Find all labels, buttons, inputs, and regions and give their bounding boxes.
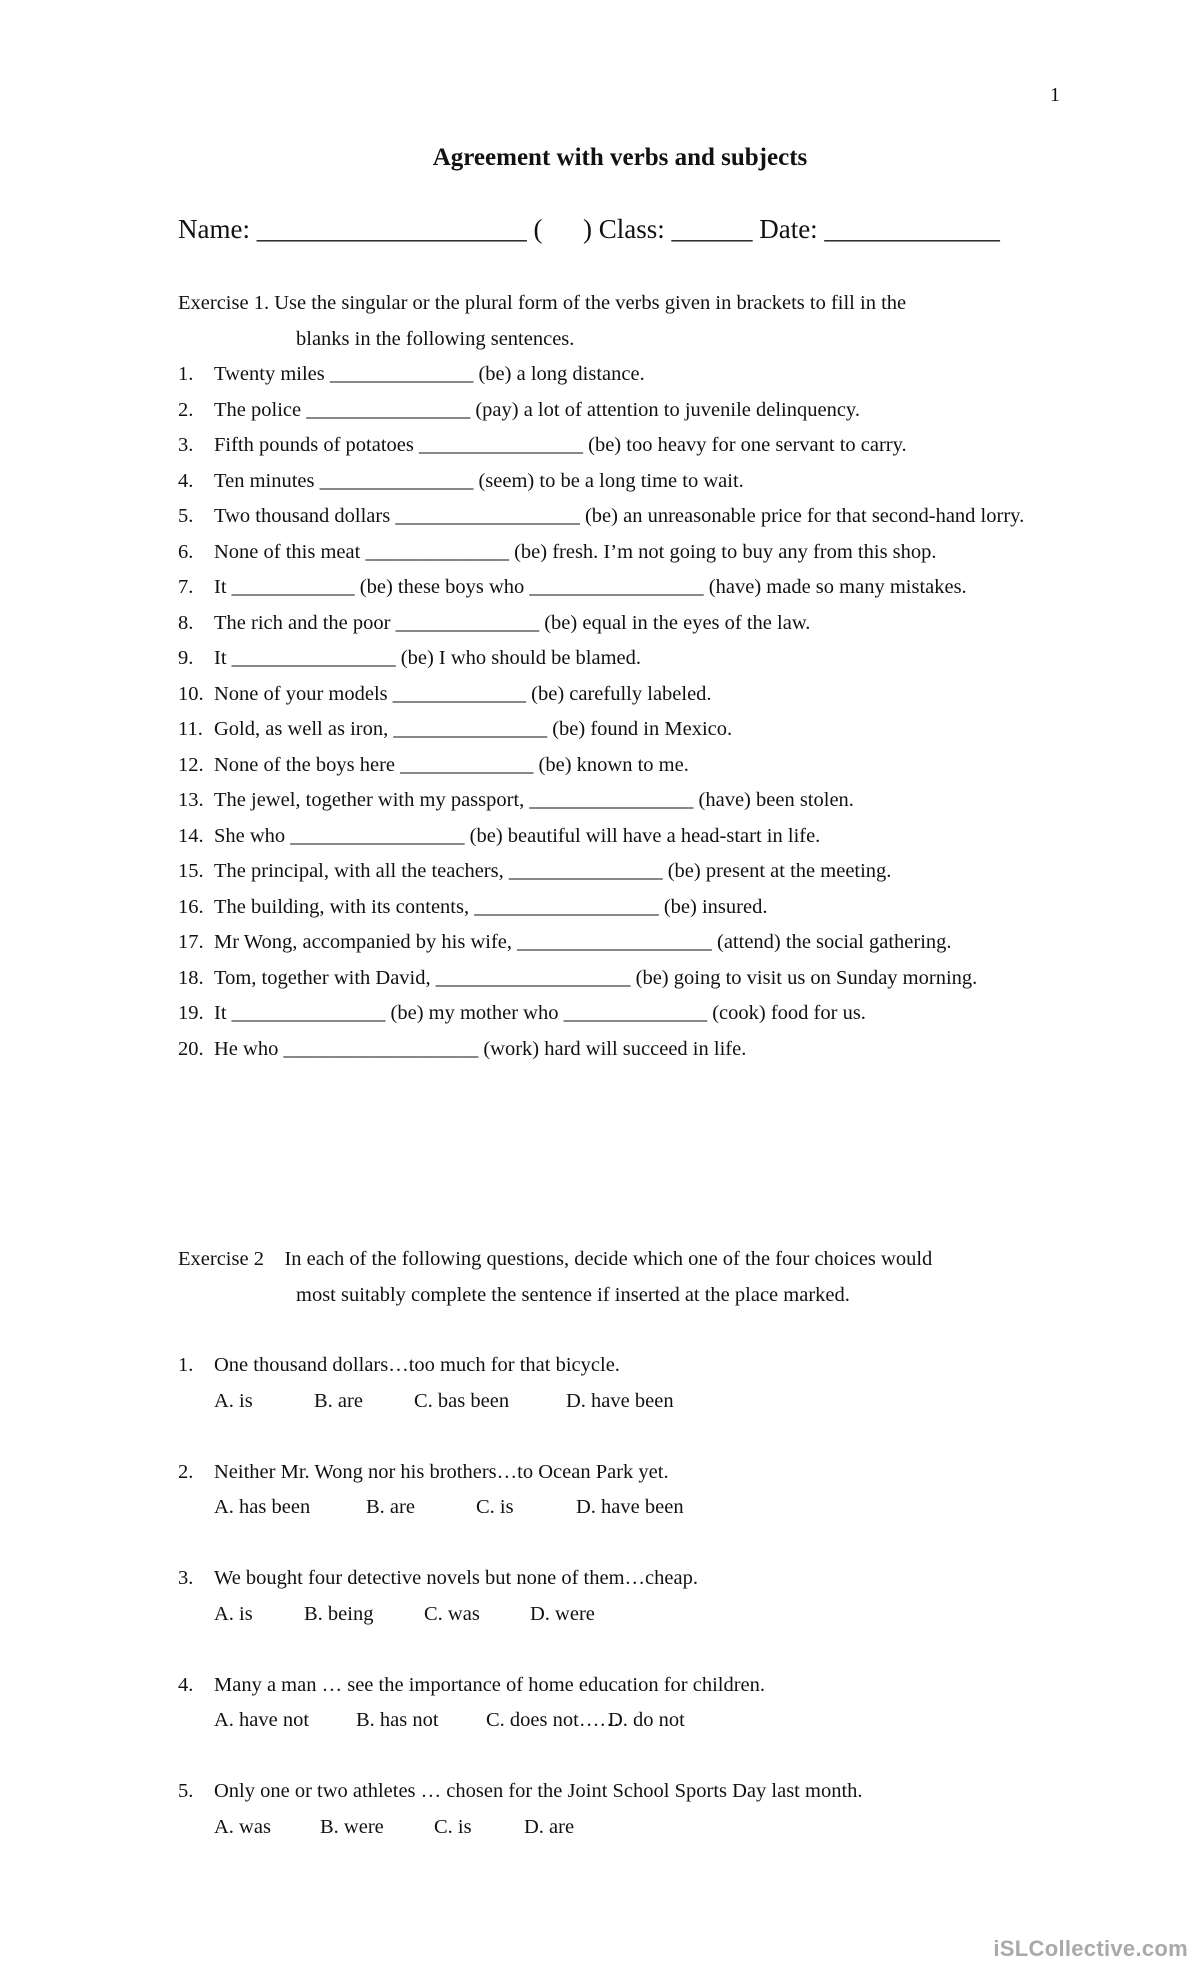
item-text: Tom, together with David, ___________________ (be) going to visit us on Sunday morning. [214,966,978,989]
item-number: 20. [178,1037,204,1060]
exercise1-item [178,819,1078,855]
question-number: 3. [178,1567,194,1589]
option-a: A. is [214,1389,253,1412]
item-text: Twenty miles ______________ (be) a long distance. [214,363,645,385]
option-b: B. has not [356,1709,439,1731]
question-stem [178,1561,1078,1597]
exercise1-heading-line2: blanks in the following sentences. [296,327,575,350]
question-options [178,1384,1078,1420]
exercise1-item [178,961,1078,997]
item-number: 8. [178,611,194,634]
question-number: 5. [178,1780,194,1802]
option-c: C. does not…… [486,1709,620,1731]
page-title: Agreement with verbs and subjects [432,144,808,171]
exercise1-item [178,748,1078,784]
exercise1-item [178,535,1078,571]
exercise1-item [178,606,1078,642]
question-stem [178,1348,1078,1384]
question-stem [178,1668,1078,1704]
item-text: The principal, with all the teachers, _______________ (be) present at the meeting. [214,860,892,882]
item-number: 19. [178,1002,204,1024]
question-number: 4. [178,1673,194,1696]
exercise1-heading-line1: Exercise 1. Use the singular or the plural form of the verbs given in brackets to fill in the [178,292,907,314]
question-stem [178,1455,1078,1491]
option-c: C. is [434,1815,472,1838]
item-number: 11. [178,718,203,740]
exercise1-item [178,854,1078,890]
option-b: B. were [320,1815,384,1838]
exercise1-list [178,357,1078,1067]
question-text: Only one or two athletes … chosen for the Joint School Sports Day last month. [214,1780,863,1802]
question-number: 2. [178,1460,194,1483]
item-text: It ____________ (be) these boys who _________________ (have) made so many mistakes. [214,576,967,598]
exercise2-heading-line2: most suitably complete the sentence if inserted at the place marked. [296,1283,850,1306]
item-number: 15. [178,860,204,882]
exercise1-item [178,712,1078,748]
option-b: B. are [314,1389,363,1412]
option-c: C. was [424,1602,480,1625]
exercise1-item [178,570,1078,606]
item-number: 13. [178,789,204,811]
exercise1-item [178,1032,1078,1068]
item-number: 14. [178,824,204,847]
exercise1-item [178,464,1078,500]
option-d: D. are [524,1815,575,1838]
item-number: 16. [178,895,204,918]
exercise1-item [178,783,1078,819]
item-text: Mr Wong, accompanied by his wife, ___________________ (attend) the social gathering. [214,931,952,953]
exercise2-heading [178,1242,1058,1313]
item-number: 10. [178,682,204,705]
question-stem [178,1774,1078,1810]
exercise1-item [178,925,1078,961]
exercise2-question [178,1348,1078,1419]
item-text: It ________________ (be) I who should be blamed. [214,647,642,669]
exercise1-item [178,890,1078,926]
question-text: One thousand dollars…too much for that bicycle. [214,1354,620,1376]
exercise2-list [178,1348,1078,1881]
option-a: A. is [214,1602,253,1625]
exercise1-item [178,677,1078,713]
item-number: 5. [178,505,194,527]
page-number: 1 [1050,84,1060,106]
item-text: He who ___________________ (work) hard will succeed in life. [214,1037,747,1060]
item-number: 12. [178,753,204,776]
watermark: iSLCollective.com [993,1936,1188,1961]
item-number: 18. [178,966,204,989]
item-text: The jewel, together with my passport, ________________ (have) been stolen. [214,789,854,811]
option-a: A. have not [214,1709,310,1731]
exercise1-item [178,357,1078,393]
item-text: Two thousand dollars __________________ (be) an unreasonable price for that second-hand lorry. [214,505,1025,527]
item-text: None of your models _____________ (be) carefully labeled. [214,682,712,705]
option-c: C. is [476,1496,514,1518]
question-options [178,1810,1078,1846]
item-number: 3. [178,434,194,456]
exercise1-item [178,393,1078,429]
exercise2-heading-line1: Exercise 2 In each of the following questions, decide which one of the four choices would [178,1248,933,1270]
item-number: 4. [178,469,194,492]
item-text: It _______________ (be) my mother who ______________ (cook) food for us. [214,1002,866,1024]
exercise1-item [178,641,1078,677]
question-options [178,1703,1078,1739]
name-class-date-line: Name: ____________________ ( ) Class: ______ Date: _____________ [178,214,1000,244]
item-text: None of the boys here _____________ (be) known to me. [214,753,689,776]
exercise1-heading [178,286,1058,357]
item-text: She who _________________ (be) beautiful will have a head-start in life. [214,824,821,847]
exercise2-question [178,1561,1078,1632]
option-c: C. bas been [414,1389,510,1412]
item-number: 7. [178,576,194,598]
exercise1-item [178,428,1078,464]
item-text: Gold, as well as iron, _______________ (be) found in Mexico. [214,718,733,740]
item-number: 9. [178,647,194,669]
question-number: 1. [178,1354,194,1376]
option-d: D. have been [576,1496,684,1518]
option-b: B. being [304,1602,374,1625]
item-text: None of this meat ______________ (be) fresh. I’m not going to buy any from this shop. [214,540,937,563]
question-text: Neither Mr. Wong nor his brothers…to Ocean Park yet. [214,1460,669,1483]
item-text: Ten minutes _______________ (seem) to be a long time to wait. [214,469,744,492]
option-a: A. has been [214,1496,311,1518]
item-text: The police ________________ (pay) a lot of attention to juvenile delinquency. [214,398,860,421]
option-d: D. have been [566,1389,674,1412]
item-number: 1. [178,363,194,385]
item-number: 6. [178,540,194,563]
option-d: D. were [530,1602,595,1625]
item-number: 2. [178,398,194,421]
exercise1-item [178,996,1078,1032]
exercise2-question [178,1668,1078,1739]
question-text: Many a man … see the importance of home education for children. [214,1673,766,1696]
question-text: We bought four detective novels but none of them…cheap. [214,1567,698,1589]
option-b: B. are [366,1496,415,1518]
exercise2-question [178,1455,1078,1526]
option-d: D. do not [608,1709,685,1731]
item-text: The building, with its contents, __________________ (be) insured. [214,895,768,918]
exercise1-item [178,499,1078,535]
exercise2-question [178,1774,1078,1845]
option-a: A. was [214,1815,271,1838]
question-options [178,1597,1078,1633]
item-text: The rich and the poor ______________ (be) equal in the eyes of the law. [214,611,811,634]
question-options [178,1490,1078,1526]
item-text: Fifth pounds of potatoes ________________ (be) too heavy for one servant to carry. [214,434,907,456]
item-number: 17. [178,931,204,953]
